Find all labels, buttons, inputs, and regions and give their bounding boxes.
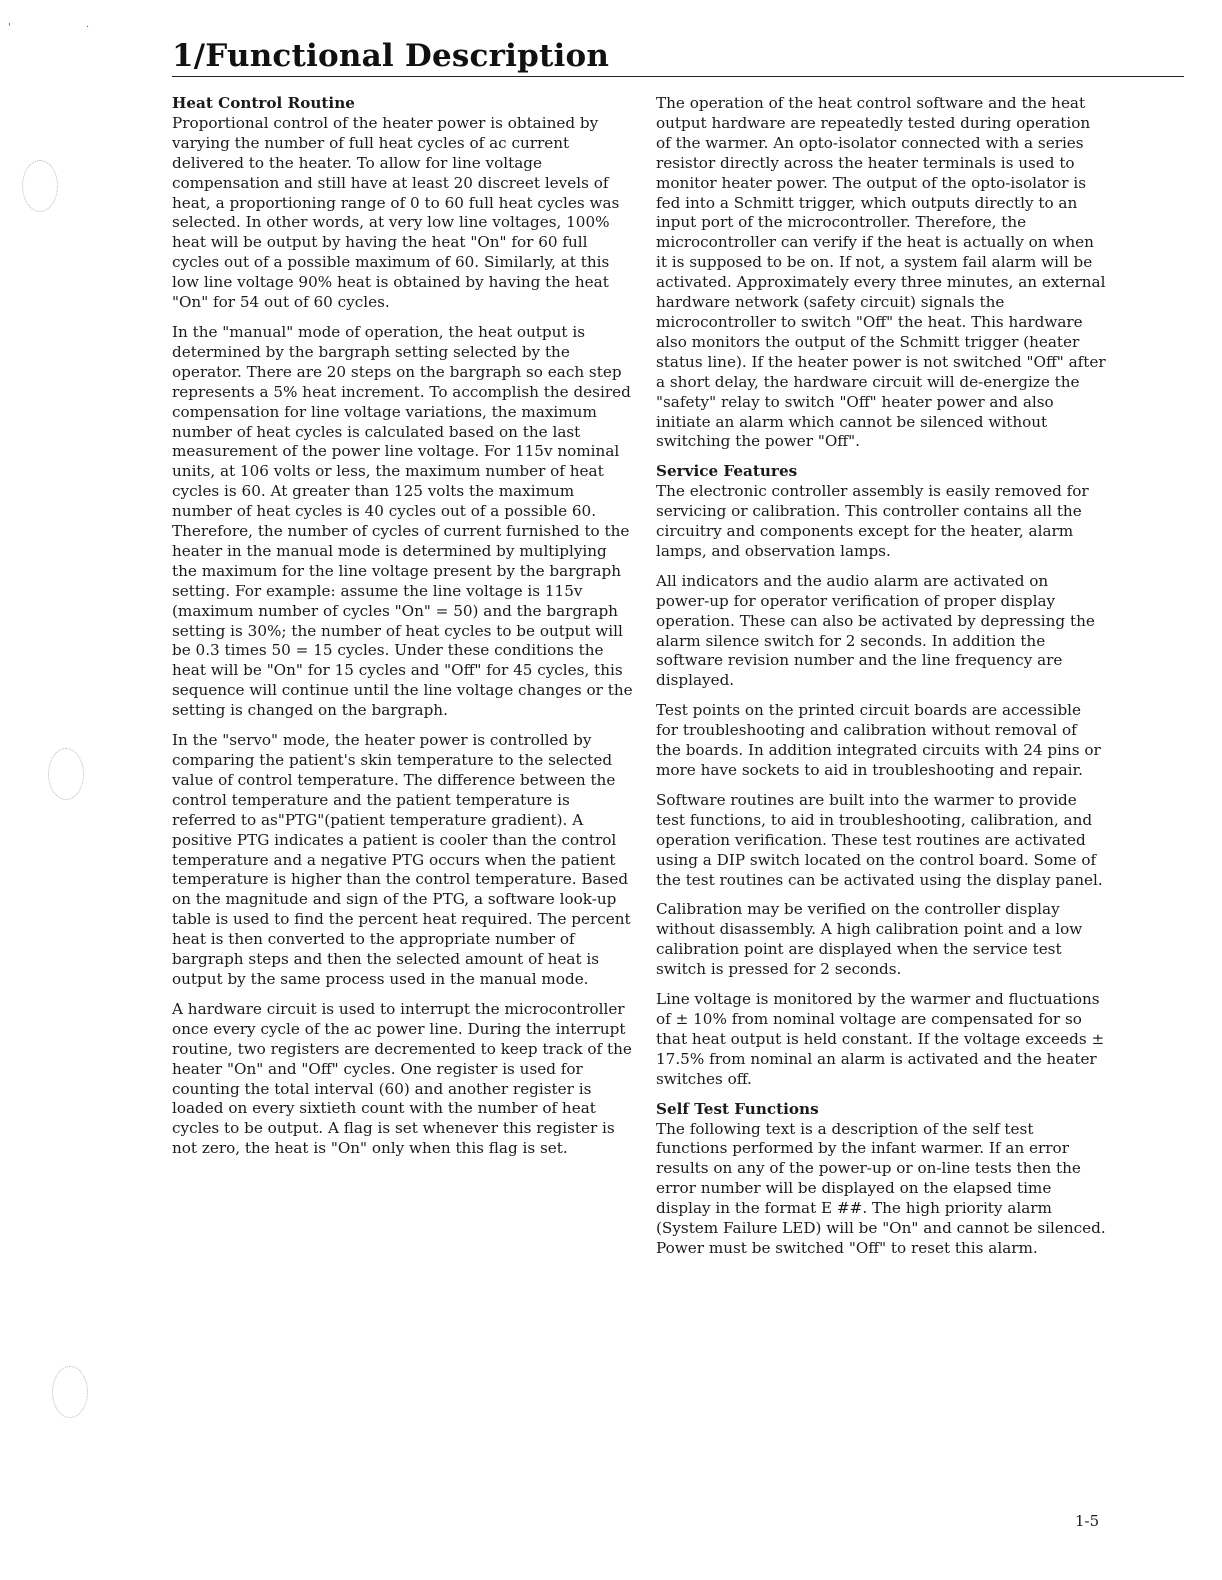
section-heading: Self Test Functions xyxy=(656,1099,819,1118)
paragraph: Test points on the printed circuit boards are accessible for troubleshooting and calibration without removal of the boards. In addition integrated circuits with 24 pins or more have sockets to aid in troubleshooting and repair. xyxy=(656,701,1101,779)
section-heading: Heat Control Routine xyxy=(172,94,355,112)
punch-hole-mark xyxy=(22,160,58,212)
scan-mark: · xyxy=(86,22,90,33)
section xyxy=(656,462,1106,562)
scan-mark: ' xyxy=(8,22,11,33)
paragraph: Calibration may be verified on the controller display without disassembly. A high calibration point and a low calibration point are displayed when the service test switch is pressed for 2 seconds. xyxy=(656,900,1083,979)
title-divider xyxy=(172,76,1184,77)
punch-hole-mark xyxy=(48,748,84,800)
left-column xyxy=(172,94,634,1169)
paragraph: Software routines are built into the warmer to provide test functions, to aid in troubleshooting, calibration, and operation verification. These test routines are activated using a DIP switch located on the control board. Some of the test routines can be activated using the display panel. xyxy=(656,790,1103,889)
paragraph: The operation of the heat control software and the heat output hardware are repeatedly tested during operation of the warmer. An opto-isolator connected with a series resistor directly across the heater terminals is used to monitor heater power. The output of the opto-isolator is fed into a Schmitt trigger, which outputs directly to an input port of the microcontroller. Therefore, the microcontroller can verify if the heat is actually on when it is supposed to be on. If not, a system fail alarm will be activated. Approximately every three minutes, an external hardware network (safety circuit) signals the microcontroller to switch "Off" the heat. This hardware also monitors the output of the Schmitt trigger (heater status line). If the heater power is not switched "Off" after a short delay, the hardware circuit will de-energize the "safety" relay to switch "Off" heater power and also initiate an alarm which cannot be silenced without switching the power "Off". xyxy=(656,94,1106,451)
paragraph: The following text is a description of the self test functions performed by the infant warmer. If an error results on any of the power-up or on-line tests then the error number will be displayed on the elapsed time display in the format E ##. The high priority alarm (System Failure LED) will be "On" and cannot be silenced. Power must be switched "Off" to reset this alarm. xyxy=(656,1119,1106,1257)
paragraph: Line voltage is monitored by the warmer and fluctuations of ± 10% from nominal voltage are compensated for so that heat output is held constant. If the voltage exceeds ± 17.5% from nominal an alarm is activated and the heater switches off. xyxy=(656,990,1105,1088)
paragraph: All indicators and the audio alarm are activated on power-up for operator verification of proper display operation. These can also be activated by depressing the alarm silence switch for 2 seconds. In addition the software revision number and the line frequency are displayed. xyxy=(656,571,1095,690)
punch-hole-mark xyxy=(52,1366,88,1418)
section xyxy=(656,1100,1106,1259)
paragraph: In the "manual" mode of operation, the heat output is determined by the bargraph setting selected by the operator. There are 20 steps on the bargraph so each step represents a 5% heat increment. To accomplish the desired compensation for line voltage variations, the maximum number of heat cycles is calculated based on the last measurement of the power line voltage. For 115v nominal units, at 106 volts or less, the maximum number of heat cycles is 60. At greater than 125 volts the maximum number of heat cycles is 40 cycles out of a possible 60. Therefore, the number of cycles of current furnished to the heater in the manual mode is determined by multiplying the maximum for the line voltage present by the bargraph setting. For example: assume the line voltage is 115v (maximum number of cycles "On" = 50) and the bargraph setting is 30%; the number of heat cycles to be output will be 0.3 times 50 = 15 cycles. Under these conditions the heat will be "On" for 15 cycles and "Off" for 45 cycles, this sequence will continue until the line voltage changes or the setting is changed on the bargraph. xyxy=(172,322,633,720)
section xyxy=(172,94,634,313)
paragraph: Proportional control of the heater power is obtained by varying the number of full heat cycles of ac current delivered to the heater. To allow for line voltage compensation and still have at least 20 discreet levels of heat, a proportioning range of 0 to 60 full heat cycles was selected. In other words, at very low line voltages, 100% heat will be output by having the heat "On" for 60 full cycles out of a possible maximum of 60. Similarly, at this low line voltage 90% heat is obtained by having the heat "On" for 54 out of 60 cycles. xyxy=(172,113,620,312)
paragraph: A hardware circuit is used to interrupt the microcontroller once every cycle of the ac power line. During the interrupt routine, two registers are decremented to keep track of the heater "On" and "Off" cycles. One register is used for counting the total interval (60) and another register is loaded on every sixtieth count with the number of heat cycles to be output. A flag is set whenever this register is not zero, the heat is "On" only when this flag is set. xyxy=(172,999,632,1158)
paragraph: In the "servo" mode, the heater power is controlled by comparing the patient's skin temperature to the selected value of control temperature. The difference between the control temperature and the patient temperature is referred to as"PTG"(patient temperature gradient). A positive PTG indicates a patient is cooler than the control temperature and a negative PTG occurs when the patient temperature is higher than the control temperature. Based on the magnitude and sign of the PTG, a software look-up table is used to find the percent heat required. The percent heat is then converted to the appropriate number of bargraph steps and then the selected amount of heat is output by the same process used in the manual mode. xyxy=(172,731,631,988)
page-title: 1/Functional Description xyxy=(172,38,610,74)
right-column xyxy=(656,94,1106,1269)
paragraph: The electronic controller assembly is easily removed for servicing or calibration. This controller contains all the circuitry and components except for the heater, alarm lamps, and observation lamps. xyxy=(656,482,1089,560)
section-heading: Service Features xyxy=(656,462,798,481)
page-number: 1-5 xyxy=(1075,1512,1100,1530)
